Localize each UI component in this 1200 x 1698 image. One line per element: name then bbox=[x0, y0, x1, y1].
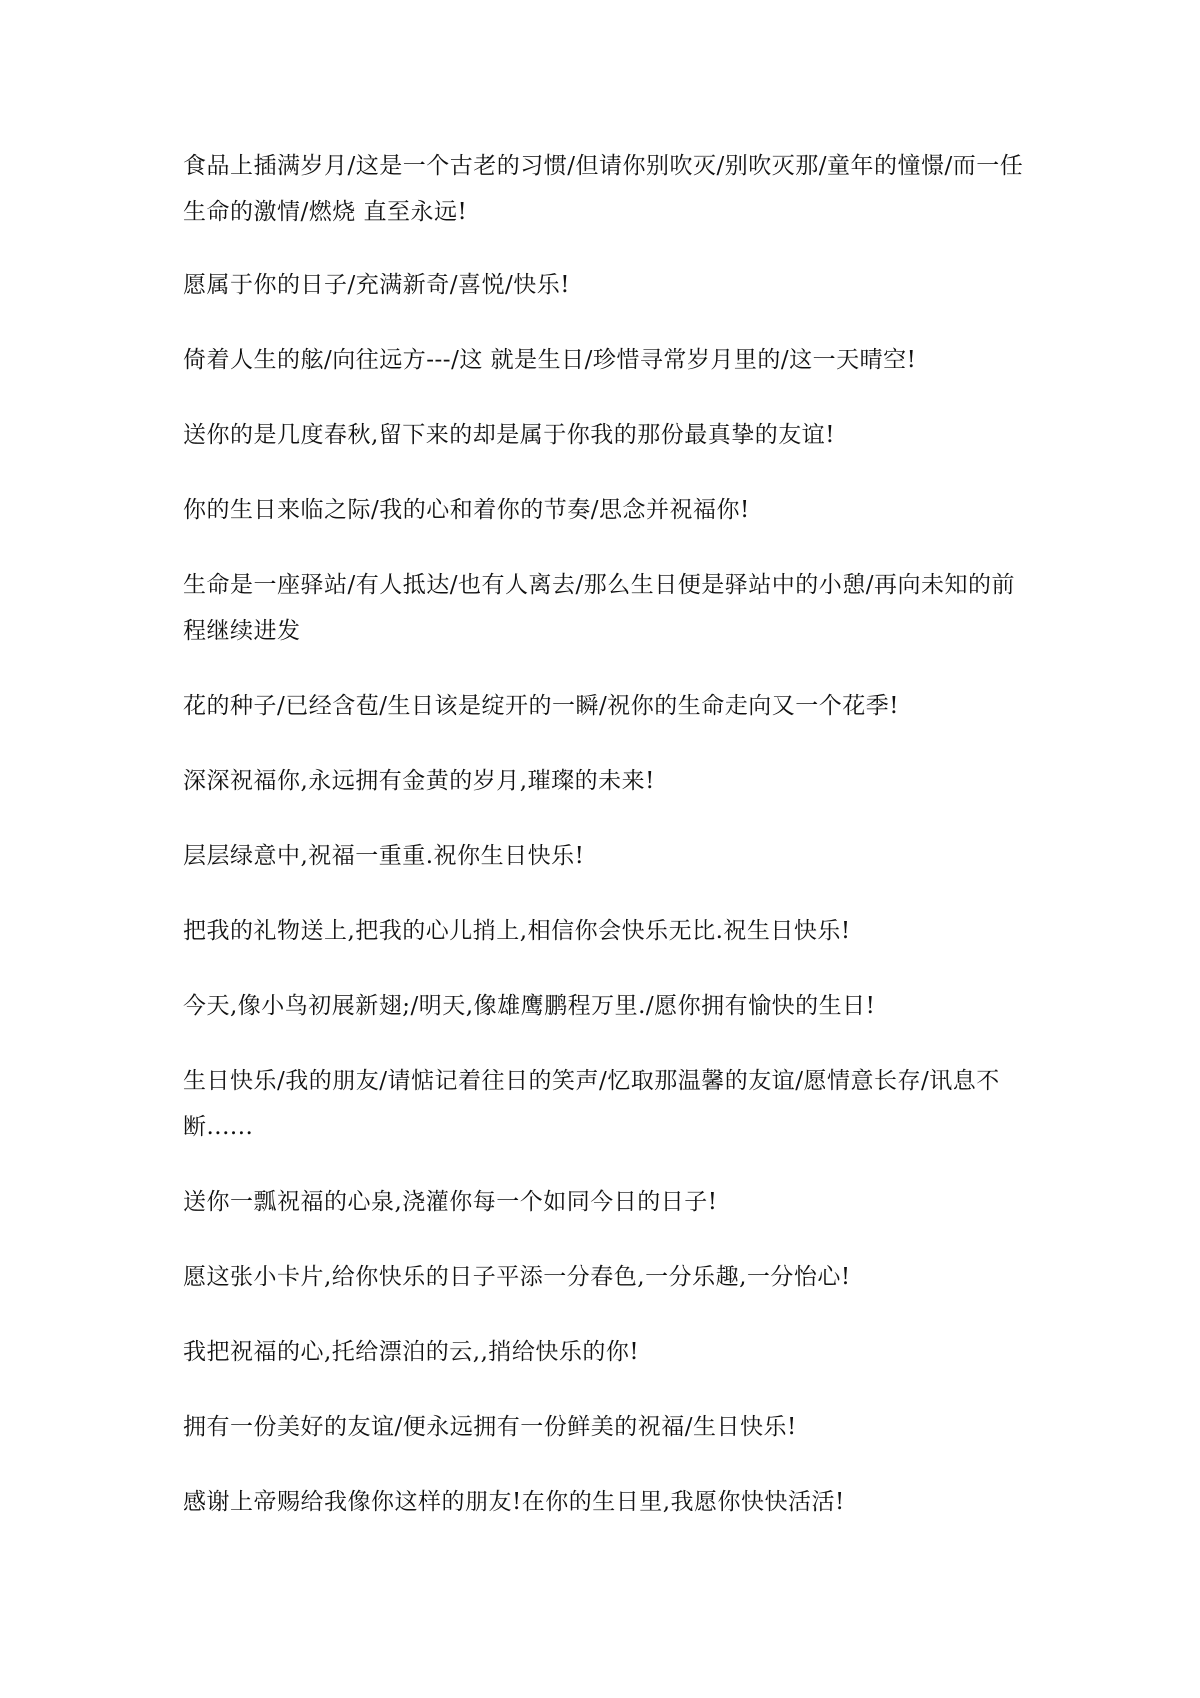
paragraph: 愿属于你的日子/充满新奇/喜悦/快乐! bbox=[183, 272, 570, 298]
paragraph: 层层绿意中,祝福一重重.祝你生日快乐! bbox=[183, 843, 585, 869]
document-body bbox=[183, 143, 1033, 1554]
paragraph: 感谢上帝赐给我像你这样的朋友!在你的生日里,我愿你快快活活! bbox=[183, 1489, 845, 1515]
paragraph: 愿这张小卡片,给你快乐的日子平添一分春色,一分乐趣,一分怡心! bbox=[183, 1264, 851, 1290]
paragraph: 我把祝福的心,托给漂泊的云,,捎给快乐的你! bbox=[183, 1339, 640, 1365]
paragraph: 生日快乐/我的朋友/请惦记着往日的笑声/忆取那温馨的友谊/愿情意长存/讯息不断...... bbox=[183, 1068, 1000, 1140]
paragraph: 把我的礼物送上,把我的心儿捎上,相信你会快乐无比.祝生日快乐! bbox=[183, 918, 851, 944]
paragraph: 今天,像小鸟初展新翅;/明天,像雄鹰鹏程万里./愿你拥有愉快的生日! bbox=[183, 993, 876, 1019]
paragraph: 拥有一份美好的友谊/便永远拥有一份鲜美的祝福/生日快乐! bbox=[183, 1414, 797, 1440]
paragraph: 你的生日来临之际/我的心和着你的节奏/思念并祝福你! bbox=[183, 497, 750, 523]
paragraph: 花的种子/已经含苞/生日该是绽开的一瞬/祝你的生命走向又一个花季! bbox=[183, 693, 899, 719]
paragraph: 食品上插满岁月/这是一个古老的习惯/但请你别吹灭/别吹灭那/童年的憧憬/而一任生命的激情/燃烧 直至永远! bbox=[183, 153, 1024, 225]
paragraph: 送你的是几度春秋,留下来的却是属于你我的那份最真挚的友谊! bbox=[183, 422, 836, 448]
paragraph: 生命是一座驿站/有人抵达/也有人离去/那么生日便是驿站中的小憩/再向未知的前程继续进发 bbox=[183, 572, 1015, 644]
paragraph: 深深祝福你,永远拥有金黄的岁月,璀璨的未来! bbox=[183, 768, 655, 794]
paragraph: 送你一瓢祝福的心泉,浇灌你每一个如同今日的日子! bbox=[183, 1189, 718, 1215]
paragraph: 倚着人生的舷/向往远方---/这 就是生日/珍惜寻常岁月里的/这一天晴空! bbox=[183, 347, 917, 373]
